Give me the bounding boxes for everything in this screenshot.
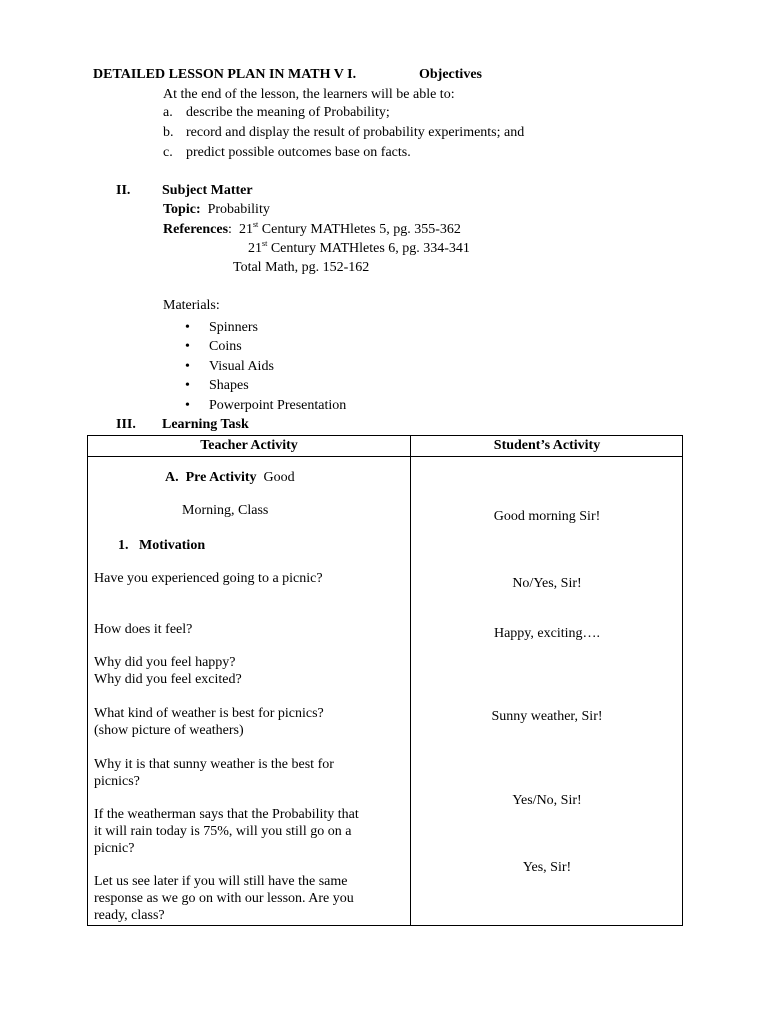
reference-item: Total Math, pg. 152-162 [233, 260, 370, 275]
material-item: Spinners [209, 320, 258, 335]
pre-activity-heading: A. Pre Activity Good [165, 470, 295, 485]
topic-value: Probability [207, 202, 270, 217]
section-numeral: II. [116, 183, 131, 198]
objective-item: predict possible outcomes base on facts. [186, 145, 411, 160]
material-item: Visual Aids [209, 359, 274, 374]
material-item: Powerpoint Presentation [209, 398, 347, 413]
student-response: Yes/No, Sir! [512, 793, 582, 808]
student-response: Good morning Sir! [493, 509, 601, 524]
teacher-line: picnics? [94, 774, 140, 789]
bullet-icon: • [185, 339, 190, 354]
reference-item: 21st Century MATHletes 6, pg. 334-341 [248, 239, 470, 256]
subject-matter-heading: Subject Matter [162, 183, 253, 198]
student-response: Yes, Sir! [522, 860, 572, 875]
objective-item: record and display the result of probability experiments; and [186, 125, 525, 140]
objective-item: describe the meaning of Probability; [186, 105, 390, 120]
learning-task-heading: Learning Task [162, 417, 249, 432]
bullet-icon: • [185, 359, 190, 374]
teacher-line: response as we go on with our lesson. Are you [94, 891, 354, 906]
greeting-text: Good [263, 470, 295, 485]
references-label: References [163, 222, 229, 237]
student-response: Happy, exciting…. [493, 626, 600, 641]
teacher-line: Why did you feel happy? [94, 655, 236, 670]
teacher-line: What kind of weather is best for picnics? [94, 706, 324, 721]
objective-marker: a. [163, 105, 173, 120]
teacher-activity-header: Teacher Activity [200, 438, 298, 453]
teacher-line: Let us see later if you will still have the same [94, 874, 348, 889]
objectives-heading: Objectives [419, 67, 482, 82]
bullet-icon: • [185, 378, 190, 393]
teacher-line: Have you experienced going to a picnic? [94, 571, 323, 586]
teacher-line: Why did you feel excited? [94, 672, 242, 687]
teacher-line: How does it feel? [94, 622, 193, 637]
materials-label: Materials: [163, 298, 220, 313]
topic-label: Topic: [163, 202, 201, 217]
reference-item: 21st Century MATHletes 5, pg. 355-362 [238, 220, 461, 237]
references-line: References: 21st Century MATHletes 5, pg. 355-362 [163, 220, 461, 237]
topic-line [163, 201, 270, 218]
material-item: Coins [209, 339, 242, 354]
objectives-intro: At the end of the lesson, the learners will be able to: [163, 87, 455, 102]
motivation-heading: 1. Motivation [118, 538, 206, 553]
bullet-icon: • [185, 320, 190, 335]
objective-marker: b. [163, 125, 174, 140]
activity-table [87, 435, 683, 926]
teacher-line: ready, class? [94, 908, 165, 923]
section-numeral: III. [116, 417, 136, 432]
teacher-line: Why it is that sunny weather is the best for [94, 757, 334, 772]
teacher-line: picnic? [94, 841, 135, 856]
student-response: Sunny weather, Sir! [491, 709, 603, 724]
teacher-line: If the weatherman says that the Probability that [94, 807, 359, 822]
table-header-divider [88, 456, 682, 457]
objective-marker: c. [163, 145, 173, 160]
teacher-line: (show picture of weathers) [94, 723, 244, 738]
document-title: DETAILED LESSON PLAN IN MATH V I. [93, 67, 357, 82]
greeting-text: Morning, Class [182, 503, 269, 518]
teacher-line: it will rain today is 75%, will you still go on a [94, 824, 352, 839]
material-item: Shapes [209, 378, 249, 393]
student-activity-header: Student’s Activity [493, 438, 601, 453]
bullet-icon: • [185, 398, 190, 413]
student-response: No/Yes, Sir! [512, 576, 582, 591]
